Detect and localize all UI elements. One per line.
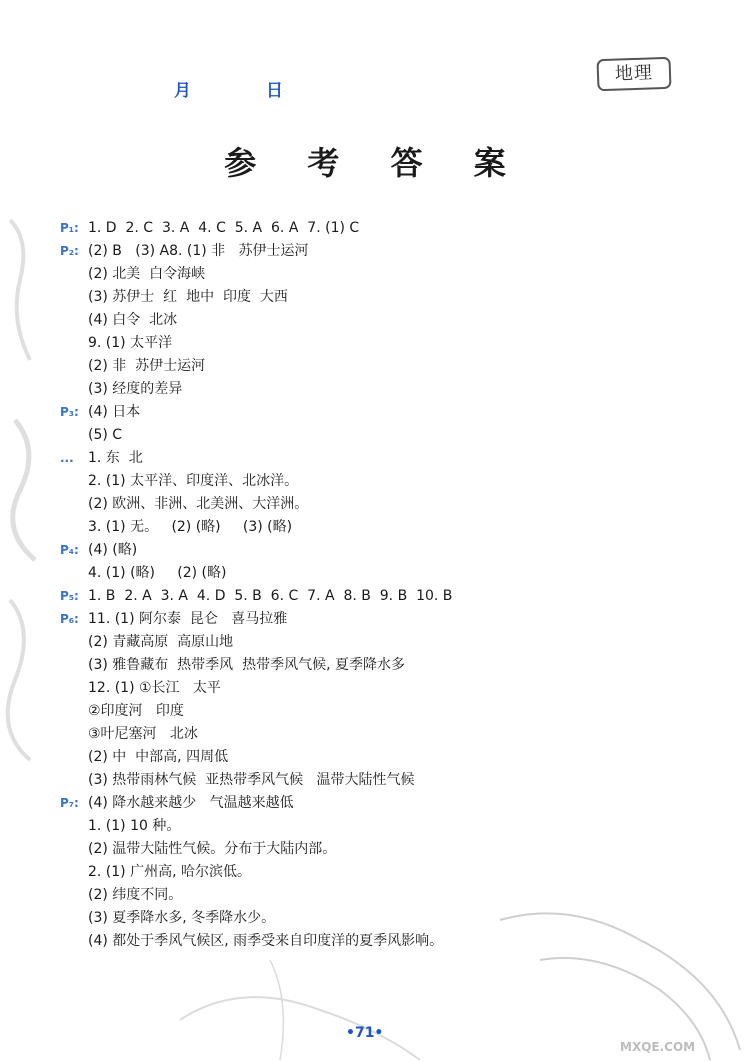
answer-text: (2) 北美 白令海峡	[88, 266, 206, 282]
answer-line	[60, 240, 664, 263]
answer-text: (4) 日本	[88, 404, 141, 420]
answer-text: 2. (1) 太平洋、印度洋、北冰洋。	[88, 473, 299, 489]
answer-line	[64, 654, 664, 677]
answer-text: (4) (略)	[88, 542, 138, 558]
answer-line	[64, 746, 664, 769]
answer-text: (2) 青藏高原 高原山地	[88, 634, 234, 650]
answer-text: (2) B (3) A8. (1) 非 苏伊士运河	[88, 243, 309, 259]
answer-text: (4) 白令 北冰	[88, 312, 178, 328]
page-marker: P₆:	[60, 612, 79, 626]
page-number: •71•	[346, 1025, 384, 1041]
page-marker: P₁:	[60, 221, 79, 235]
page-marker: ...	[60, 451, 74, 465]
watermark: MXQE.COM	[620, 1040, 696, 1054]
answer-line	[64, 286, 664, 309]
answer-text: (2) 非 苏伊士运河	[88, 358, 206, 374]
answer-text: (2) 纬度不同。	[88, 887, 183, 903]
answer-list	[60, 217, 664, 953]
answer-line	[64, 470, 664, 493]
answer-line	[60, 401, 664, 424]
answer-line	[60, 585, 664, 608]
answer-line	[64, 677, 664, 700]
answer-text: 3. (1) 无。 (2) (略) (3) (略)	[88, 519, 293, 535]
day-label: 日	[266, 81, 283, 101]
month-label: 月	[174, 81, 191, 101]
answer-text: (2) 中 中部高, 四周低	[88, 749, 229, 765]
answer-text: 1. B 2. A 3. A 4. D 5. B 6. C 7. A 8. B 9. B 10. B	[88, 588, 453, 604]
answer-text: (3) 经度的差异	[88, 381, 183, 397]
answer-text: (3) 雅鲁藏布 热带季风 热带季风气候, 夏季降水多	[88, 657, 405, 673]
answer-line	[64, 631, 664, 654]
page-title: 参 考 答 案	[224, 144, 526, 182]
answer-line	[64, 700, 664, 723]
answer-text: (2) 温带大陆性气候。分布于大陆内部。	[88, 841, 337, 857]
answer-line	[64, 378, 664, 401]
answer-text: (4) 都处于季风气候区, 雨季受来自印度洋的夏季风影响。	[88, 933, 444, 949]
page-marker: P₇:	[60, 796, 79, 810]
answer-line	[60, 608, 664, 631]
answer-line	[64, 493, 664, 516]
answer-line	[64, 562, 664, 585]
answer-line	[64, 263, 664, 286]
answer-text: (4) 降水越来越少 气温越来越低	[88, 795, 294, 811]
subject-stamp: 地理	[596, 57, 671, 92]
answer-text: (3) 苏伊士 红 地中 印度 大西	[88, 289, 288, 305]
answer-line	[64, 355, 664, 378]
answer-line	[60, 217, 664, 240]
answer-text: 11. (1) 阿尔泰 昆仑 喜马拉雅	[88, 611, 288, 627]
answer-line	[64, 815, 664, 838]
answer-text: (2) 欧洲、非洲、北美洲、大洋洲。	[88, 496, 309, 512]
answer-line	[64, 516, 664, 539]
page-marker: P₅:	[60, 589, 79, 603]
decorative-calligraphy	[0, 200, 60, 850]
answer-line	[60, 539, 664, 562]
answer-text: (5) C	[88, 427, 123, 443]
answer-line	[64, 309, 664, 332]
answer-text: 1. (1) 10 种。	[88, 818, 181, 834]
answer-line	[60, 792, 664, 815]
answer-text: 4. (1) (略) (2) (略)	[88, 565, 227, 581]
page-marker: P₃:	[60, 405, 79, 419]
decorative-lotus	[120, 900, 750, 1061]
page-marker: P₂:	[60, 244, 79, 258]
answer-text: 12. (1) ①长江 太平	[88, 680, 221, 696]
answer-line	[64, 838, 664, 861]
answer-text: ②印度河 印度	[88, 703, 184, 719]
answer-text: 1. 东 北	[88, 450, 143, 466]
answer-line	[64, 332, 664, 355]
answer-line	[60, 447, 664, 470]
answer-text: 9. (1) 太平洋	[88, 335, 173, 351]
answer-line	[64, 861, 664, 884]
answer-text: (3) 夏季降水多, 冬季降水少。	[88, 910, 276, 926]
answer-text: 2. (1) 广州高, 哈尔滨低。	[88, 864, 251, 880]
answer-line	[64, 723, 664, 746]
page-marker: P₄:	[60, 543, 79, 557]
answer-text: 1. D 2. C 3. A 4. C 5. A 6. A 7. (1) C	[88, 220, 360, 236]
answer-text: ③叶尼塞河 北冰	[88, 726, 198, 742]
answer-line	[64, 769, 664, 792]
answer-line	[64, 424, 664, 447]
answer-text: (3) 热带雨林气候 亚热带季风气候 温带大陆性气候	[88, 772, 415, 788]
